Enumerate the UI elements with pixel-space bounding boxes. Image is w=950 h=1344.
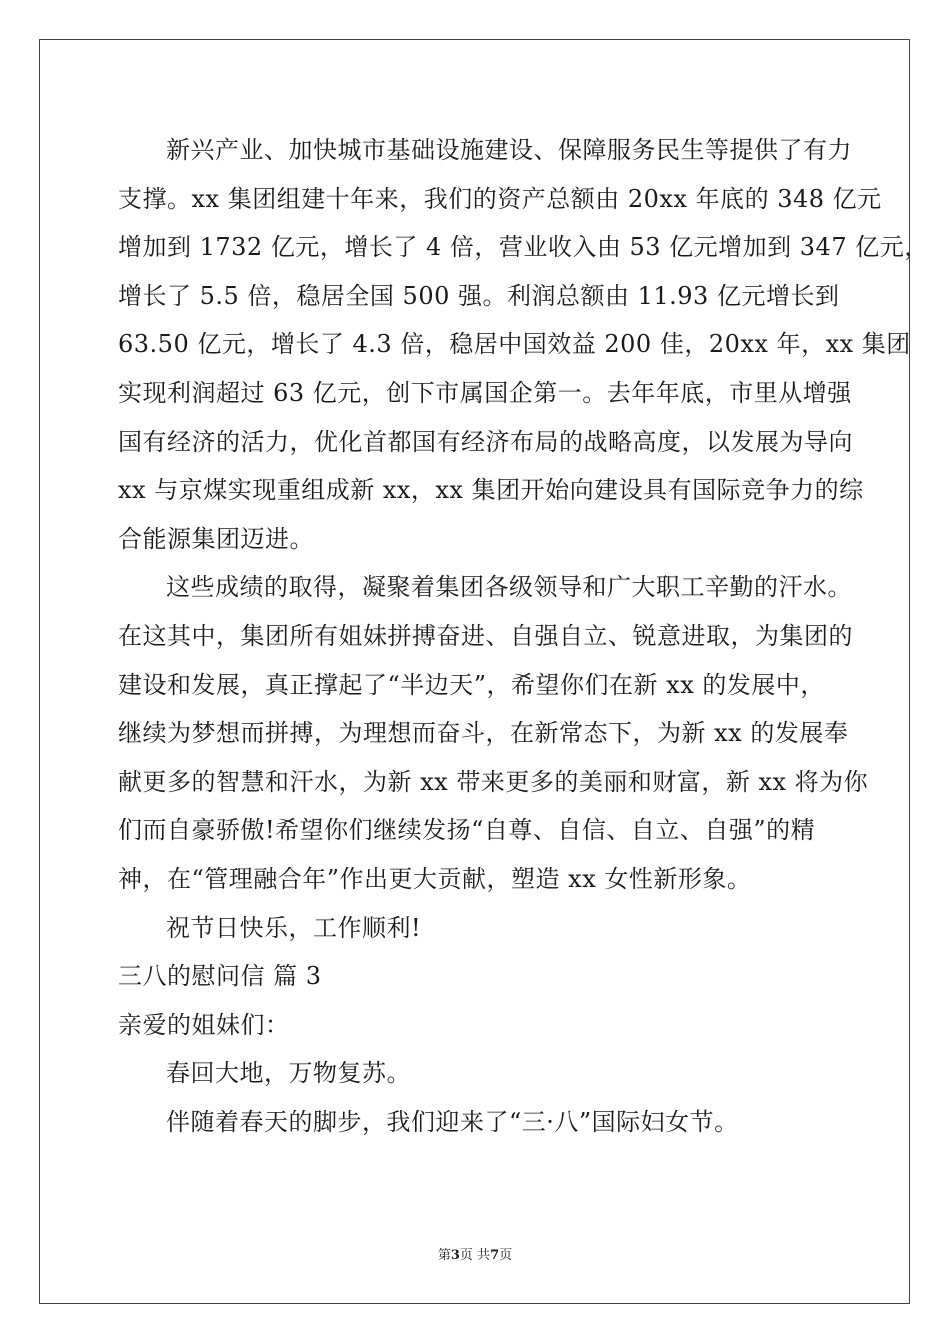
text-line: 祝节日快乐，工作顺利! bbox=[166, 913, 422, 942]
text-line: 新兴产业、加快城市基础设施建设、保障服务民生等提供了有力 bbox=[166, 136, 852, 164]
current-page-number: 3 bbox=[450, 1248, 460, 1263]
footer-suffix: 页 bbox=[499, 1248, 513, 1263]
text-line: 增加到 1732 亿元，增长了 4 倍，营业收入由 53 亿元增加到 347 亿元， bbox=[118, 233, 929, 262]
text-line: 伴随着春天的脚步，我们迎来了“三·八”国际妇女节。 bbox=[166, 1107, 739, 1136]
text-line: 三八的慰问信 篇 3 bbox=[118, 962, 322, 991]
footer-prefix: 第 bbox=[437, 1248, 451, 1263]
text-line: 建设和发展，真正撑起了“半边天”，希望你们在新 xx 的发展中， bbox=[118, 670, 825, 699]
text-line: 们而自豪骄傲!希望你们继续发扬“自尊、自信、自立、自强”的精 bbox=[118, 816, 816, 845]
document-body bbox=[118, 126, 929, 1146]
text-line: 支撑。xx 集团组建十年来，我们的资产总额由 20xx 年底的 348 亿元 bbox=[118, 184, 882, 213]
text-line: 春回大地，万物复苏。 bbox=[166, 1059, 411, 1088]
footer-mid: 页 共 bbox=[459, 1248, 491, 1263]
text-line: 神，在“管理融合年”作出更大贡献，塑造 xx 女性新形象。 bbox=[118, 864, 752, 893]
text-line: 合能源集团迈进。 bbox=[118, 524, 314, 553]
text-line: 国有经济的活力，优化首都国有经济布局的战略高度，以发展为导向 bbox=[118, 427, 853, 456]
text-line: 这些成绩的取得，凝聚着集团各级领导和广大职工辛勤的汗水。 bbox=[166, 573, 852, 602]
text-line: 增长了 5.5 倍，稳居全国 500 强。利润总额由 11.93 亿元增长到 bbox=[118, 281, 840, 310]
text-line: 实现利润超过 63 亿元，创下市属国企第一。去年年底，市里从增强 bbox=[118, 378, 852, 407]
text-line: 在这其中，集团所有姐妹拼搏奋进、自强自立、锐意进取，为集团的 bbox=[118, 621, 853, 650]
text-line: 63.50 亿元，增长了 4.3 倍，稳居中国效益 200 佳，20xx 年，xx 集团 bbox=[118, 330, 911, 359]
text-line: 亲爱的姐妹们： bbox=[118, 1010, 290, 1039]
text-line: 献更多的智慧和汗水，为新 xx 带来更多的美丽和财富，新 xx 将为你 bbox=[118, 767, 869, 796]
total-page-number: 7 bbox=[490, 1248, 500, 1263]
text-line: 继续为梦想而拼搏，为理想而奋斗，在新常态下，为新 xx 的发展奉 bbox=[118, 719, 849, 748]
page-footer bbox=[0, 1247, 950, 1265]
text-line: xx 与京煤实现重组成新 xx，xx 集团开始向建设具有国际竞争力的综 bbox=[118, 476, 864, 505]
